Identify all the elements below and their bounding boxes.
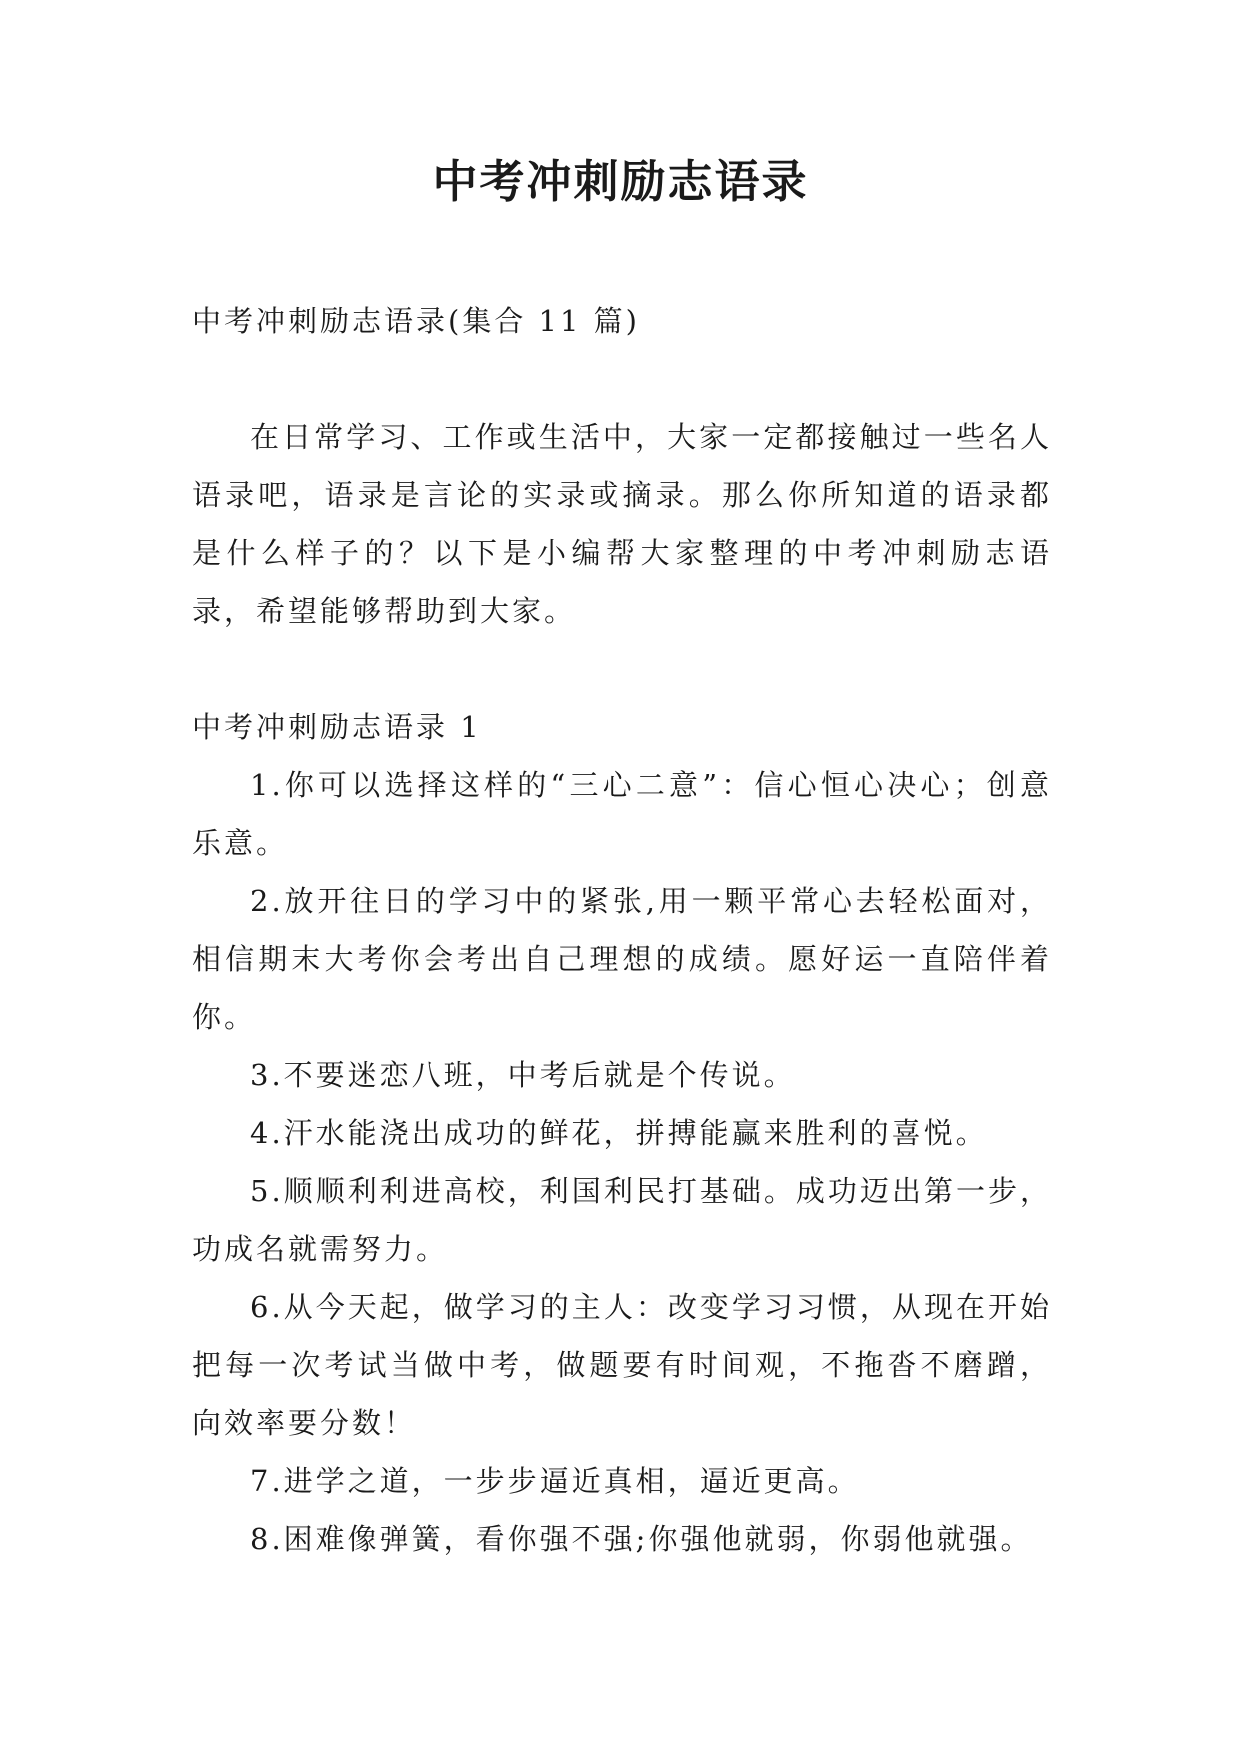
- document-body: [192, 292, 1052, 1568]
- quote-item: 7.进学之道，一步步逼近真相，逼近更高。: [250, 1464, 860, 1498]
- intro-paragraph: 在日常学习、工作或生活中，大家一定都接触过一些名人语录吧，语录是言论的实录或摘录。那么你所知道的语录都是什么样子的？以下是小编帮大家整理的中考冲刺励志语录，希望能够帮助到大家。: [192, 420, 1052, 628]
- quote-item: 5.顺顺利利进高校，利国利民打基础。成功迈出第一步，功成名就需努力。: [192, 1174, 1052, 1266]
- quote-item: 1.你可以选择这样的“三心二意”：信心恒心决心；创意乐意。: [192, 768, 1052, 860]
- quote-item: 4.汗水能浇出成功的鲜花，拼搏能赢来胜利的喜悦。: [250, 1116, 988, 1150]
- quote-item: 6.从今天起，做学习的主人：改变学习习惯，从现在开始把每一次考试当做中考，做题要有时间观，不拖沓不磨蹭，向效率要分数！: [192, 1290, 1052, 1440]
- document-subtitle: 中考冲刺励志语录(集合 11 篇): [192, 304, 640, 338]
- section-heading: 中考冲刺励志语录 1: [192, 710, 482, 744]
- quote-item: 3.不要迷恋八班，中考后就是个传说。: [250, 1058, 796, 1092]
- quote-item: 2.放开往日的学习中的紧张,用一颗平常心去轻松面对，相信期末大考你会考出自己理想的成绩。愿好运一直陪伴着你。: [192, 884, 1052, 1034]
- document-title: 中考冲刺励志语录: [432, 155, 809, 208]
- quote-item: 8.困难像弹簧，看你强不强;你强他就弱，你弱他就强。: [250, 1522, 1033, 1556]
